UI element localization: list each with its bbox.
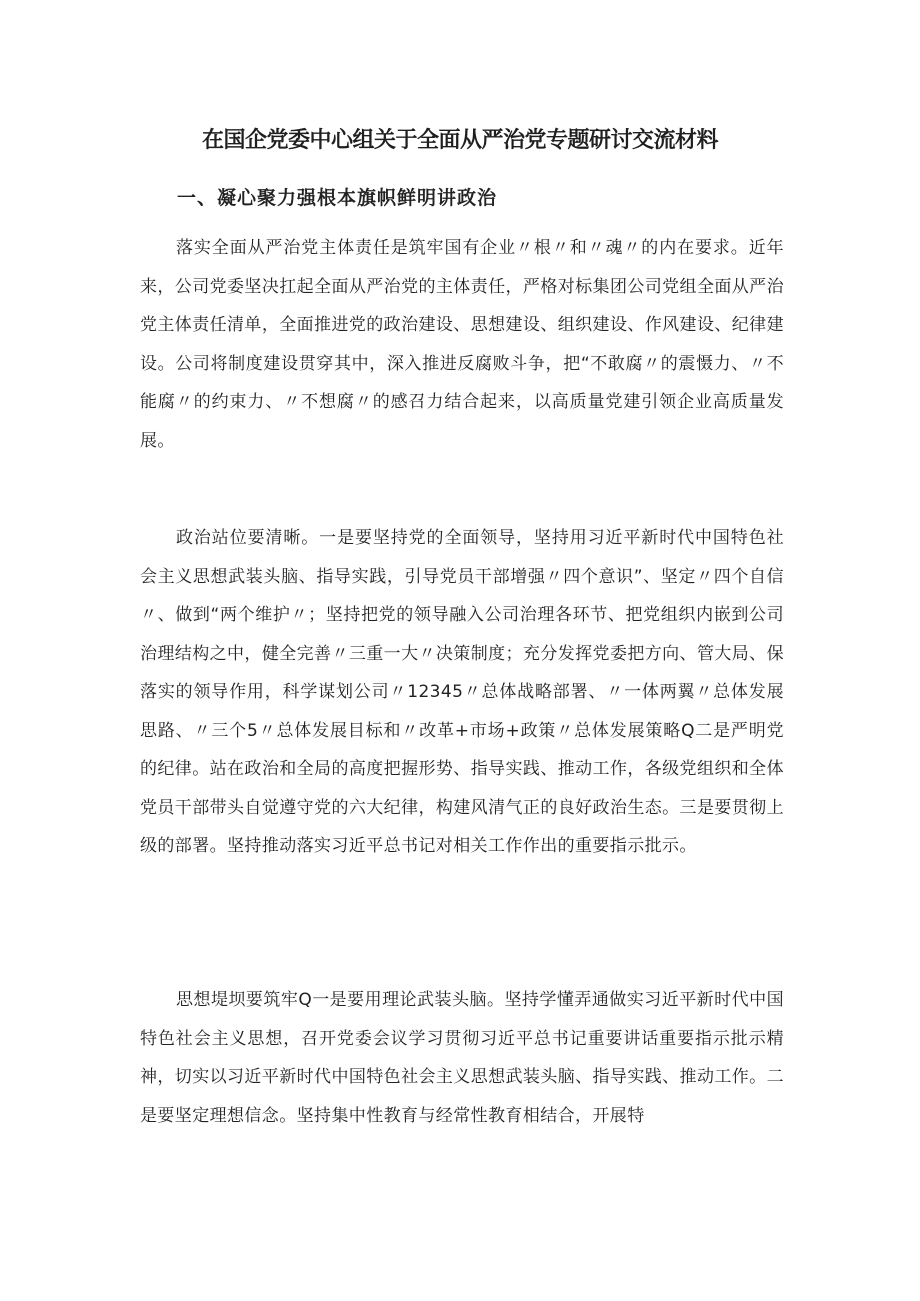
- document-title: 在国企党委中心组关于全面从严治党专题研讨交流材料: [201, 128, 718, 153]
- paragraph-2: 政治站位要清晰。一是要坚持党的全面领导，坚持用习近平新时代中国特色社会主义思想武装头脑、指导实践，引导党员干部增强〃四个意识”、坚定〃四个自信〃、做到“两个维护〃；坚持把党的领导融入公司治理各环节、把党组织内嵌到公司治理结构之中，健全完善〃三重一大〃决策制度；充分发挥党委把方向、管大局、保落实的领导作用，科学谋划公司〃12345〃总体战略部署、〃一体两翼〃总体发展思路、〃三个5〃总体发展目标和〃改革+市场+政策〃总体发展策略Q二是严明党的纪律。站在政治和全局的高度把握形势、指导实践、推动工作，各级党组织和全体党员干部带头自觉遵守党的六大纪律，构建风清气正的良好政治生态。三是要贯彻上级的部署。坚持推动落实习近平总书记对相关工作作出的重要指示批示。: [140, 528, 784, 856]
- paragraph-1: 落实全面从严治党主体责任是筑牢国有企业〃根〃和〃魂〃的内在要求。近年来，公司党委坚决扛起全面从严治党的主体责任，严格对标集团公司党组全面从严治党主体责任清单，全面推进党的政治建设、思想建设、组织建设、作风建设、纪律建设。公司将制度建设贯穿其中，深入推进反腐败斗争，把“不敢腐〃的震慑力、〃不能腐〃的约束力、〃不想腐〃的感召力结合起来，以高质量党建引领企业高质量发展。: [140, 238, 784, 451]
- section-heading: 一、凝心聚力强根本旗帜鲜明讲政治: [177, 187, 498, 209]
- paragraph-3: 思想堤坝要筑牢Q一是要用理论武装头脑。坚持学懂弄通做实习近平新时代中国特色社会主义思想，召开党委会议学习贯彻习近平总书记重要讲话重要指示批示精神，切实以习近平新时代中国特色社会主义思想武装头脑、指导实践、推动工作。二是要坚定理想信念。坚持集中性教育与经常性教育相结合，开展特: [140, 990, 784, 1126]
